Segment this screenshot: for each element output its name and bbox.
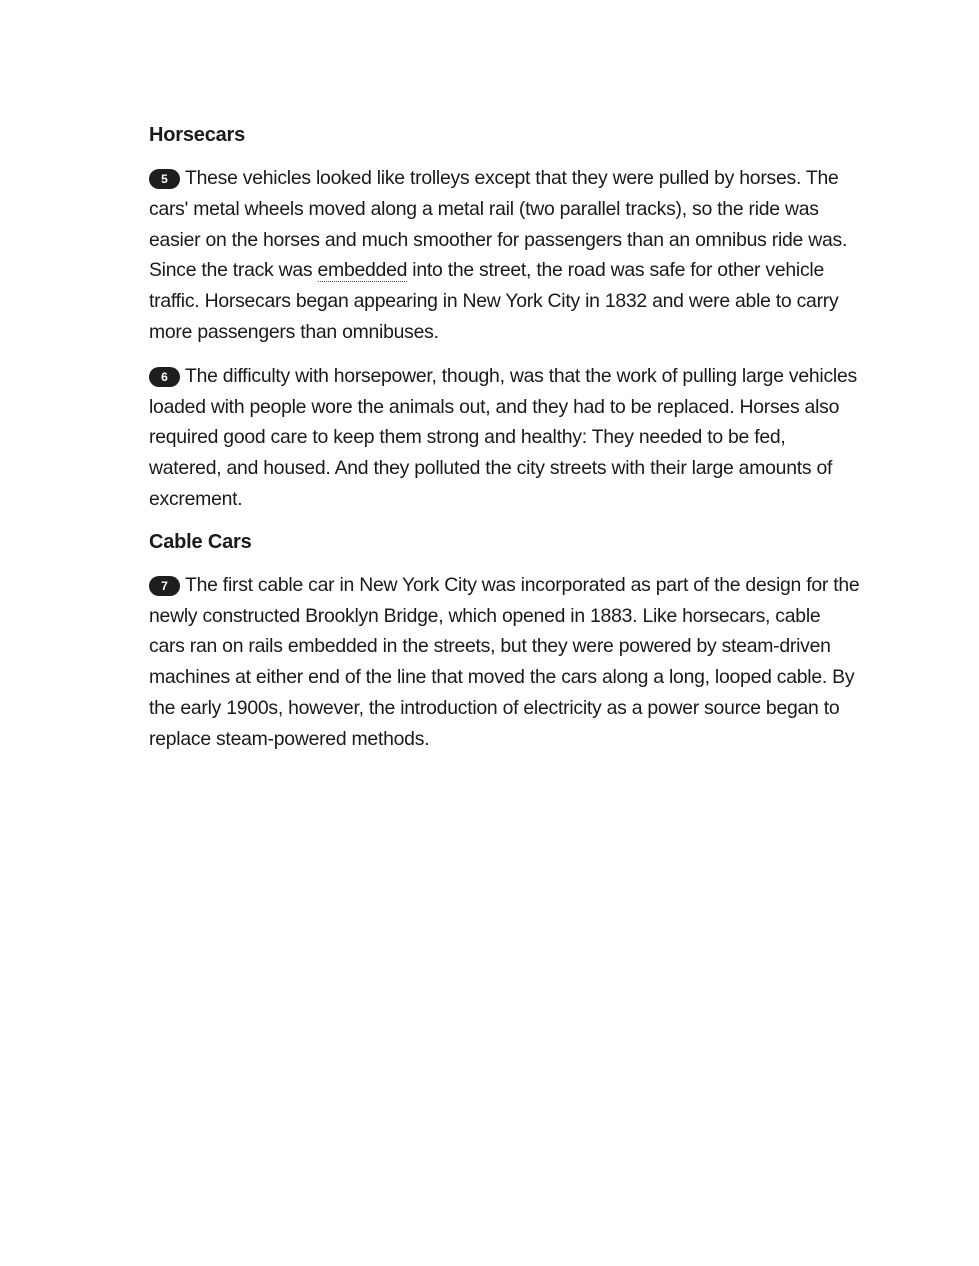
paragraph-text: into the street, the road was safe for other vehicle traffic. Horsecars began appearing in New York City in 1832 and were able to carry more passengers than omnibuses. (149, 259, 839, 343)
paragraph-number-badge: 7 (149, 576, 180, 596)
vocabulary-word-link[interactable]: embedded (317, 259, 408, 282)
paragraph-text: The first cable car in New York City was incorporated as part of the design for the newly constructed Brooklyn Bridge, which opened in 1883. Like horsecars, cable cars ran on rails embedded in the streets, but they were powered by steam-driven machines at either end of the line that moved the cars along a long, looped cable. By the early 1900s, however, the introduction of electricity as a power source began to replace steam-powered methods. (149, 573, 860, 750)
paragraph-number-badge: 5 (149, 169, 180, 189)
paragraph-text: These vehicles looked like trolleys except that they were pulled by horses. The cars' metal wheels moved along a metal rail (two parallel tracks), so the ride was easier on the horses and much smoother for passengers than an omnibus ride was. Since the track was (149, 167, 848, 282)
paragraph-number-badge: 6 (149, 367, 180, 387)
paragraph-5 (149, 163, 861, 348)
paragraph-7 (149, 570, 861, 755)
paragraph-6 (149, 361, 861, 515)
article-content (149, 121, 861, 768)
paragraph-text: The difficulty with horsepower, though, was that the work of pulling large vehicles loaded with people wore the animals out, and they had to be replaced. Horses also required good care to keep them strong and healthy: They needed to be fed, watered, and housed. And they polluted the city streets with their large amounts of excrement. (149, 364, 857, 510)
section-heading-cable-cars: Cable Cars (149, 530, 252, 553)
section-heading-horsecars: Horsecars (149, 124, 246, 146)
